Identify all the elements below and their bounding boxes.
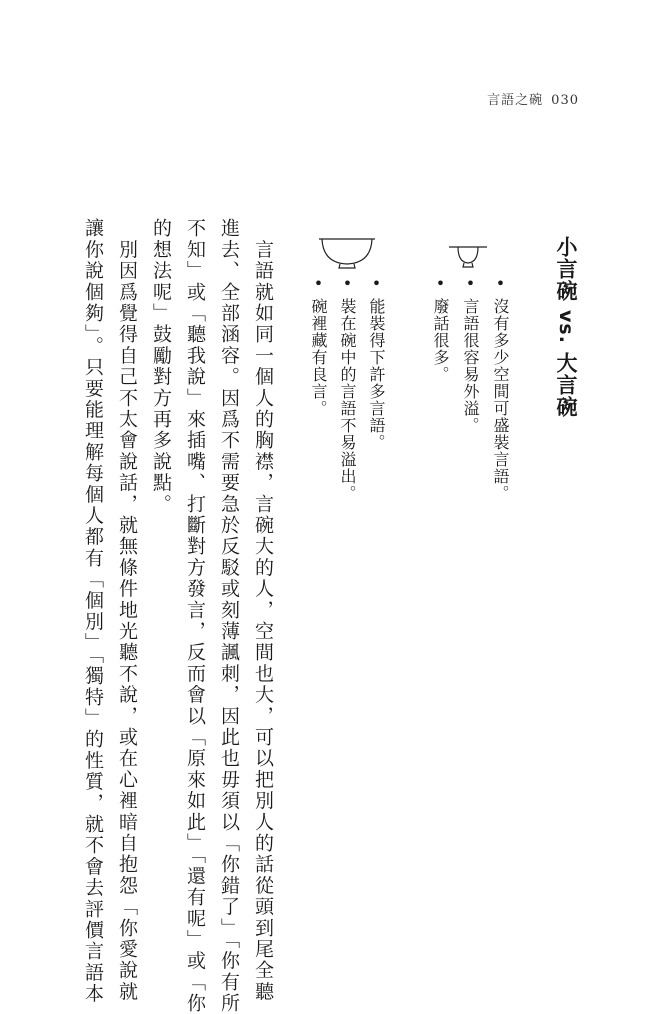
section-title — [551, 236, 581, 418]
small-bowl-point-2: •言語很容易外溢。 — [461, 274, 480, 434]
large-bowl-icon — [318, 238, 376, 270]
title-large-bowl: 大言碗 — [554, 351, 578, 418]
small-bowl-point-3: •廢話很多。 — [431, 274, 450, 383]
body-column-4: 的想法呢」鼓勵對方再多說點。 — [150, 218, 172, 515]
body-column-1: 言語就如同一個人的胸襟，言碗大的人，空間也大，可以把別人的話從頭到尾全聽 — [252, 218, 274, 1003]
bullet-dot-icon: • — [461, 274, 480, 294]
bullet-dot-icon: • — [338, 274, 357, 294]
body-column-5: 別因爲覺得自己不太會說話，就無條件地光聽不說，或在心裡暗自抱怨「你愛說就 — [116, 218, 138, 1003]
bullet-dot-icon: • — [367, 274, 386, 294]
large-bowl-point-3: •碗裡藏有良言。 — [309, 274, 328, 417]
large-bowl-point-2: •裝在碗中的言語不易溢出。 — [338, 274, 357, 502]
body-column-6: 讓你說個夠」。只要能理解每個人都有「個別」「獨特」的性質，就不會去評價言語本 — [82, 218, 104, 1005]
bullet-dot-icon: • — [491, 274, 510, 294]
page-number: 030 — [551, 93, 579, 108]
body-column-2: 進去、全部涵容。因爲不需要急於反駁或刻薄諷刺，因此也毋須以「你錯了」「你有所 — [218, 218, 240, 1014]
bullet-dot-icon: • — [431, 274, 450, 294]
book-title: 言語之碗 — [487, 93, 544, 108]
large-bowl-point-1: •能裝得下許多言語。 — [367, 274, 386, 451]
running-header — [487, 89, 579, 108]
small-bowl-icon — [448, 246, 488, 270]
small-bowl-point-1: •沒有多少空間可盛裝言語。 — [491, 274, 510, 502]
title-vs: vs. — [555, 310, 577, 344]
bullet-dot-icon: • — [309, 274, 328, 294]
title-small-bowl: 小言碗 — [554, 236, 578, 302]
body-column-3: 不知」或「聽我說」來插嘴、打斷對方發言，反而會以「原來如此」「還有呢」或「你 — [184, 218, 206, 1014]
